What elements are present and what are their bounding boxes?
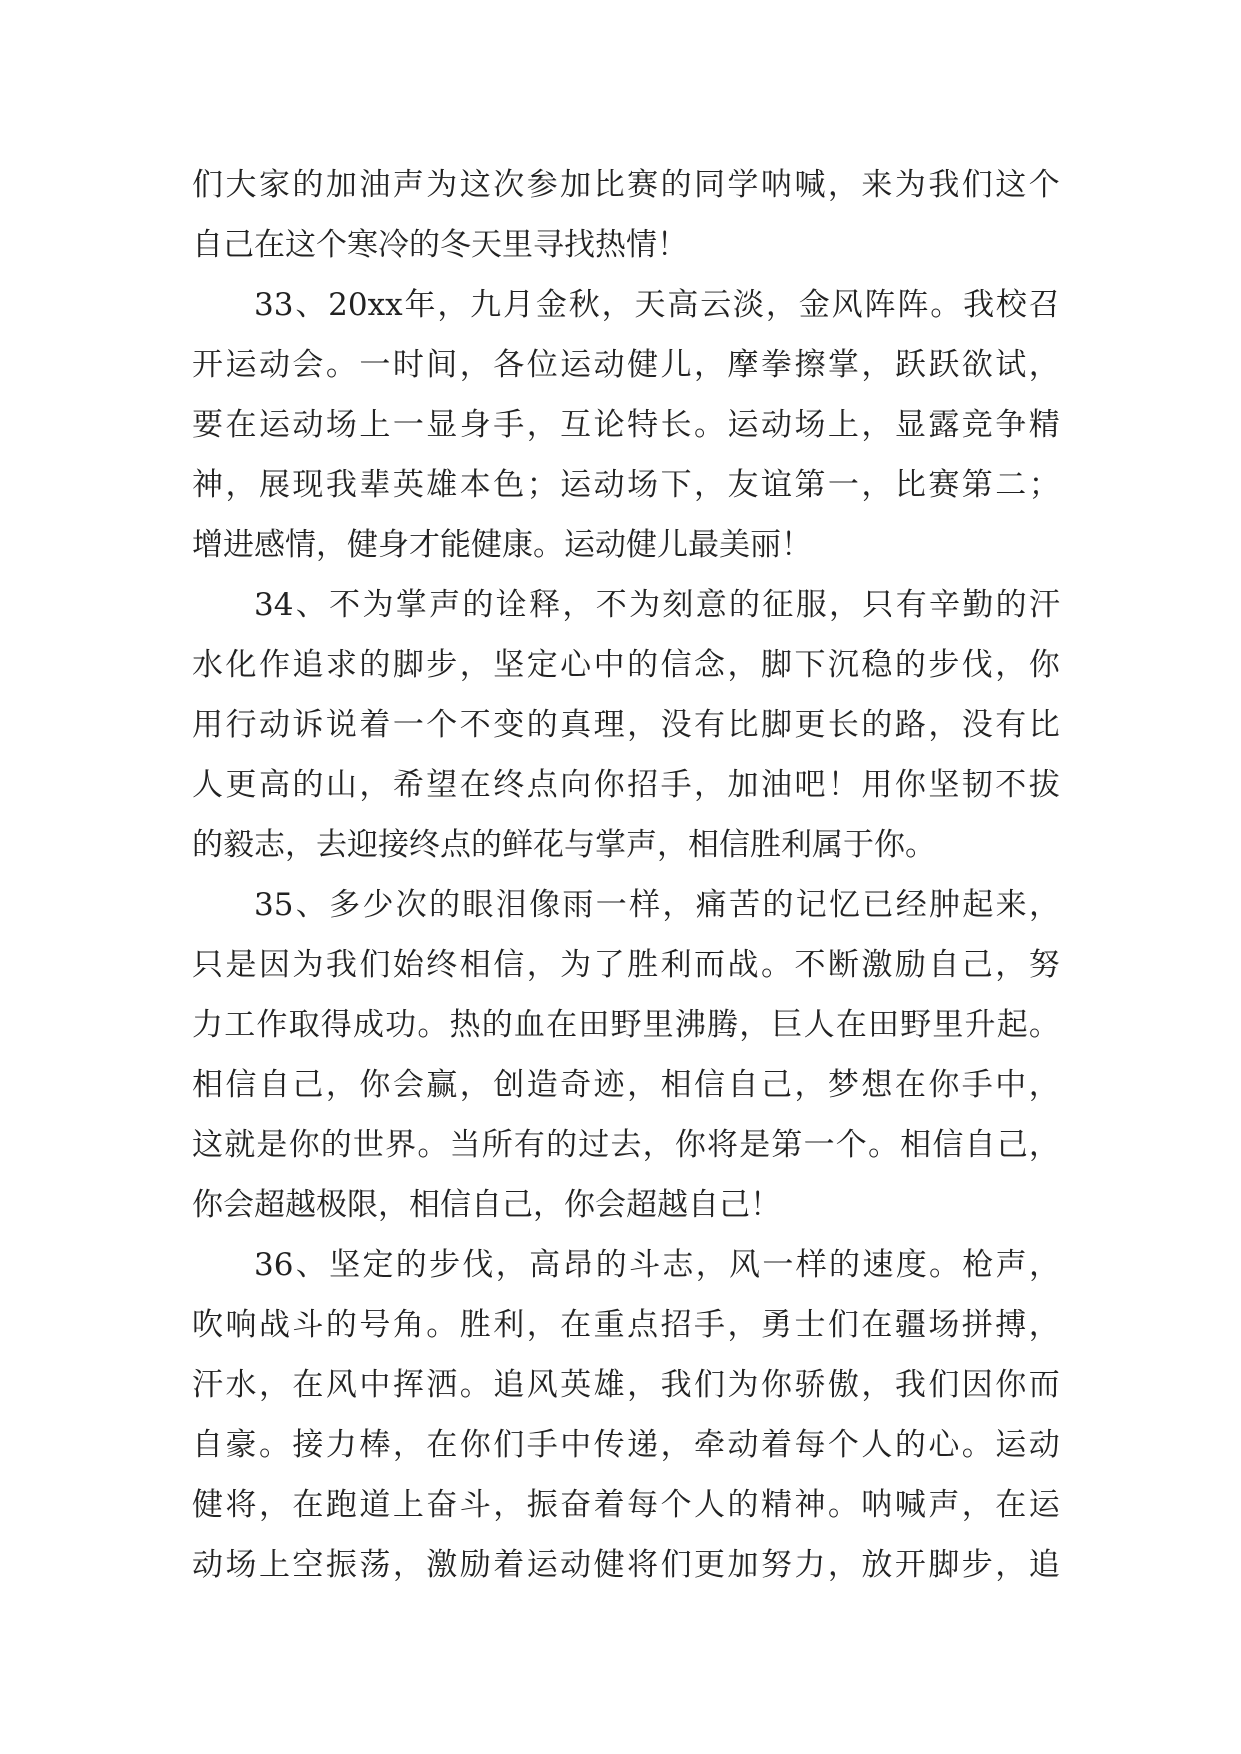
paragraph-34 xyxy=(192,575,1060,875)
paragraph-32-continued xyxy=(192,155,1060,275)
text-line: 用 行 动 诉 说 着 一 个 不 变 的 真 理 ， 没 有 比 脚 更 长 的 路 ， 没 有 比 xyxy=(192,707,1060,743)
text-line: 自 豪 。 接 力 棒 ， 在 你 们 手 中 传 递 ， 牵 动 着 每 个 人 的 心 。 运 动 xyxy=(192,1427,1060,1463)
text-line: 动 场 上 空 振 荡 ， 激 励 着 运 动 健 将 们 更 加 努 力 ， 放 开 脚 步 ， 追 xyxy=(192,1547,1060,1583)
document-page xyxy=(192,155,1060,1595)
text-line: 汗 水 ， 在 风 中 挥 洒 。 追 风 英 雄 ， 我 们 为 你 骄 傲 ， 我 们 因 你 而 xyxy=(192,1367,1060,1403)
paragraph-36 xyxy=(192,1235,1060,1595)
paragraph-35 xyxy=(192,875,1060,1235)
text-line: 人 更 高 的 山 ， 希 望 在 终 点 向 你 招 手 ， 加 油 吧 ！ 用 你 坚 韧 不 拔 xyxy=(192,767,1060,803)
text-line: 开 运 动 会 。 一 时 间 ， 各 位 运 动 健 儿 ， 摩 拳 擦 掌 ， 跃 跃 欲 试 ， xyxy=(192,347,1060,383)
text-line: 35 、 多 少 次 的 眼 泪 像 雨 一 样 ， 痛 苦 的 记 忆 已 经 肿 起 来 ， xyxy=(254,887,1060,923)
text-line: 相 信 自 己 ， 你 会 赢 ， 创 造 奇 迹 ， 相 信 自 己 ， 梦 想 在 你 手 中 ， xyxy=(192,1067,1060,1103)
text-line: 33 、 20xx 年 ， 九 月 金 秋 ， 天 高 云 淡 ， 金 风 阵 阵 。 我 校 召 xyxy=(254,287,1060,323)
text-line: 水 化 作 追 求 的 脚 步 ， 坚 定 心 中 的 信 念 ， 脚 下 沉 稳 的 步 伐 ， 你 xyxy=(192,647,1060,683)
text-line: 你会超越极限，相信自己，你会超越自己！ xyxy=(192,1187,781,1223)
text-line: 们 大 家 的 加 油 声 为 这 次 参 加 比 赛 的 同 学 呐 喊 ， 来 为 我 们 这 个 xyxy=(192,167,1060,203)
text-line: 只 是 因 为 我 们 始 终 相 信 ， 为 了 胜 利 而 战 。 不 断 激 励 自 己 ， 努 xyxy=(192,947,1060,983)
text-line: 36 、 坚 定 的 步 伐 ， 高 昂 的 斗 志 ， 风 一 样 的 速 度 。 枪 声 ， xyxy=(254,1247,1060,1283)
text-line: 力 工 作 取 得 成 功 。 热 的 血 在 田 野 里 沸 腾 ， 巨 人 在 田 野 里 升 起 。 xyxy=(192,1007,1060,1043)
text-line: 要 在 运 动 场 上 一 显 身 手 ， 互 论 特 长 。 运 动 场 上 ， 显 露 竞 争 精 xyxy=(192,407,1060,443)
text-line: 自己在这个寒冷的冬天里寻找热情！ xyxy=(192,227,688,263)
text-line: 吹 响 战 斗 的 号 角 。 胜 利 ， 在 重 点 招 手 ， 勇 士 们 在 疆 场 拼 搏 ， xyxy=(192,1307,1060,1343)
text-line: 神 ， 展 现 我 辈 英 雄 本 色 ； 运 动 场 下 ， 友 谊 第 一 ， 比 赛 第 二 ； xyxy=(192,467,1060,503)
text-line: 增进感情，健身才能健康。运动健儿最美丽！ xyxy=(192,527,812,563)
text-line: 34 、 不 为 掌 声 的 诠 释 ， 不 为 刻 意 的 征 服 ， 只 有 辛 勤 的 汗 xyxy=(254,587,1060,623)
paragraph-33 xyxy=(192,275,1060,575)
text-line: 这 就 是 你 的 世 界 。 当 所 有 的 过 去 ， 你 将 是 第 一 个 。 相 信 自 己 ， xyxy=(192,1127,1060,1163)
text-line: 的毅志，去迎接终点的鲜花与掌声，相信胜利属于你。 xyxy=(192,827,936,863)
text-line: 健 将 ， 在 跑 道 上 奋 斗 ， 振 奋 着 每 个 人 的 精 神 。 呐 喊 声 ， 在 运 xyxy=(192,1487,1060,1523)
